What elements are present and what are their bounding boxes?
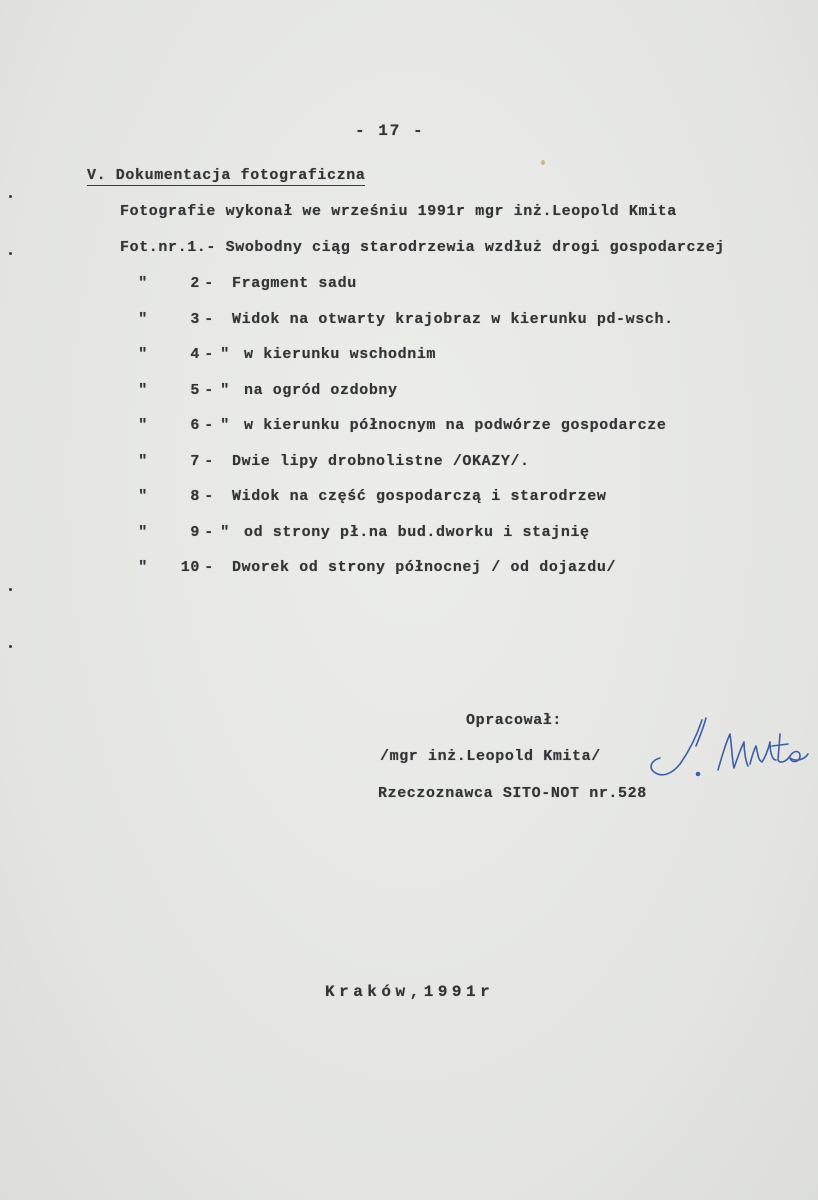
item-dash: - — [204, 523, 214, 541]
item-description: Dworek od strony północnej / od dojazdu/ — [232, 559, 617, 576]
list-item — [136, 453, 530, 470]
ditto-mark: " — [138, 417, 148, 434]
page-number: - 17 - — [355, 122, 425, 140]
item-number: 9 — [190, 523, 200, 541]
list-item — [136, 382, 398, 399]
prepared-by-label: Opracował: — [466, 712, 563, 729]
ditto-mark: " — [138, 310, 148, 328]
paper-stain — [541, 160, 545, 165]
item-dash: - — [204, 488, 214, 505]
item-prefix: Fot.nr.1.- — [120, 239, 217, 256]
item-number: 3 — [190, 310, 200, 328]
item-description: Widok na część gospodarczą i starodrzew — [232, 488, 607, 505]
inner-ditto-mark: " — [220, 417, 230, 434]
ditto-mark: " — [138, 346, 148, 363]
item-description: w kierunku północnym na podwórze gospodarcze — [244, 417, 667, 434]
item-number: 4 — [190, 346, 200, 363]
place-and-date: Kraków,1991r — [325, 983, 495, 1001]
ditto-mark: " — [138, 381, 148, 399]
ditto-mark: " — [138, 275, 148, 292]
list-item-first — [120, 239, 725, 256]
item-description: Widok na otwarty krajobraz w kierunku pd-wsch. — [232, 310, 674, 328]
item-number: 6 — [190, 417, 200, 434]
inner-ditto-mark: " — [220, 346, 230, 363]
list-item — [136, 559, 616, 576]
item-description: na ogród ozdobny — [244, 381, 398, 399]
item-dash: - — [204, 452, 214, 470]
item-dash: - — [204, 310, 214, 328]
item-number: 10 — [180, 559, 200, 576]
item-number: 5 — [190, 381, 200, 399]
section-heading: V. Dokumentacja fotograficzna — [87, 167, 366, 184]
item-dash: - — [204, 346, 214, 363]
author-name: /mgr inż.Leopold Kmita/ — [380, 748, 601, 765]
item-dash: - — [204, 275, 214, 292]
intro-line: Fotografie wykonał we wrześniu 1991r mgr inż.Leopold Kmita — [120, 203, 677, 220]
ditto-mark: " — [138, 452, 148, 470]
list-item — [136, 417, 666, 434]
item-dash: - — [204, 381, 214, 399]
ditto-mark: " — [138, 523, 148, 541]
item-dash: - — [204, 559, 214, 576]
item-number: 7 — [190, 452, 200, 470]
handwritten-signature — [640, 712, 815, 787]
item-description: Dwie lipy drobnolistne /OKAZY/. — [232, 452, 530, 470]
item-dash: - — [204, 417, 214, 434]
item-description: w kierunku wschodnim — [244, 346, 437, 363]
item-description: od strony pł.na bud.dworku i stajnię — [244, 523, 590, 541]
expert-title: Rzeczoznawca SITO-NOT nr.528 — [378, 785, 647, 802]
inner-ditto-mark: " — [220, 523, 230, 541]
margin-dot — [9, 645, 12, 648]
item-number: 2 — [190, 275, 200, 292]
list-item — [136, 524, 590, 541]
ditto-mark: " — [138, 559, 148, 576]
margin-dot — [9, 252, 12, 255]
item-description: Fragment sadu — [232, 275, 357, 292]
list-item — [136, 488, 606, 505]
margin-dot — [9, 588, 12, 591]
list-item — [136, 275, 357, 292]
item-description: Swobodny ciąg starodrzewia wzdłuż drogi gospodarczej — [225, 239, 725, 256]
ditto-mark: " — [138, 488, 148, 505]
inner-ditto-mark: " — [220, 381, 230, 399]
margin-dot — [9, 195, 12, 198]
list-item — [136, 346, 436, 363]
list-item — [136, 311, 674, 328]
item-number: 8 — [190, 488, 200, 505]
